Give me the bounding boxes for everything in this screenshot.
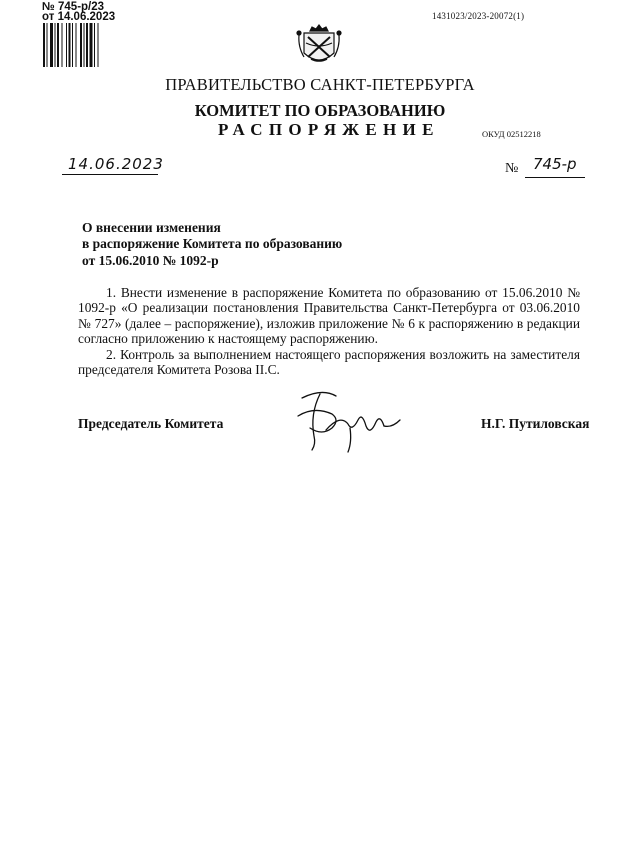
document-date: 14.06.2023 xyxy=(62,154,158,175)
coat-of-arms-icon xyxy=(296,23,342,69)
okud-code: ОКУД 02512218 xyxy=(482,129,541,139)
subject-line: в распоряжение Комитета по образованию xyxy=(82,236,343,252)
signatory-position: Председатель Комитета xyxy=(78,416,224,431)
subject-line: от 15.06.2010 № 1092-р xyxy=(82,252,219,268)
registration-number: 1431023/2023-20072(1) xyxy=(432,11,525,21)
document-number: 745-р xyxy=(533,155,577,173)
document-body xyxy=(78,285,580,377)
stamp-date: от 14.06.2023 xyxy=(42,11,116,23)
handwritten-signature xyxy=(292,384,422,454)
registration-stamp xyxy=(42,2,115,22)
document-type: РАСПОРЯЖЕНИЕ xyxy=(218,120,440,139)
signatory-name: Н.Г. Путиловская xyxy=(481,416,590,431)
number-label: № xyxy=(505,161,519,176)
government-name: ПРАВИТЕЛЬСТВО САНКТ-ПЕТЕРБУРГА xyxy=(165,75,475,94)
document-subject xyxy=(82,220,342,269)
committee-name: КОМИТЕТ ПО ОБРАЗОВАНИЮ xyxy=(194,101,446,120)
stamp-number: № 745-р/23 xyxy=(42,1,105,13)
paragraph-2: 2. Контроль за выполнением настоящего распоряжения возложить на заместителя председателя Комитета Розова II.С. xyxy=(78,346,580,378)
number-underline xyxy=(525,177,585,178)
paragraph-1: 1. Внести изменение в распоряжение Комитета по образованию от 15.06.2010 № 1092-р «О реализации постановления Правительства Санкт-Петербурга от 03.06.2010 № 727» (далее – распоряжение), изложив приложение № 6 к распоряжению в редакции согласно приложению к настоящему распоряжению. xyxy=(78,285,580,347)
subject-line: О внесении изменения xyxy=(82,220,221,235)
barcode xyxy=(43,23,115,67)
